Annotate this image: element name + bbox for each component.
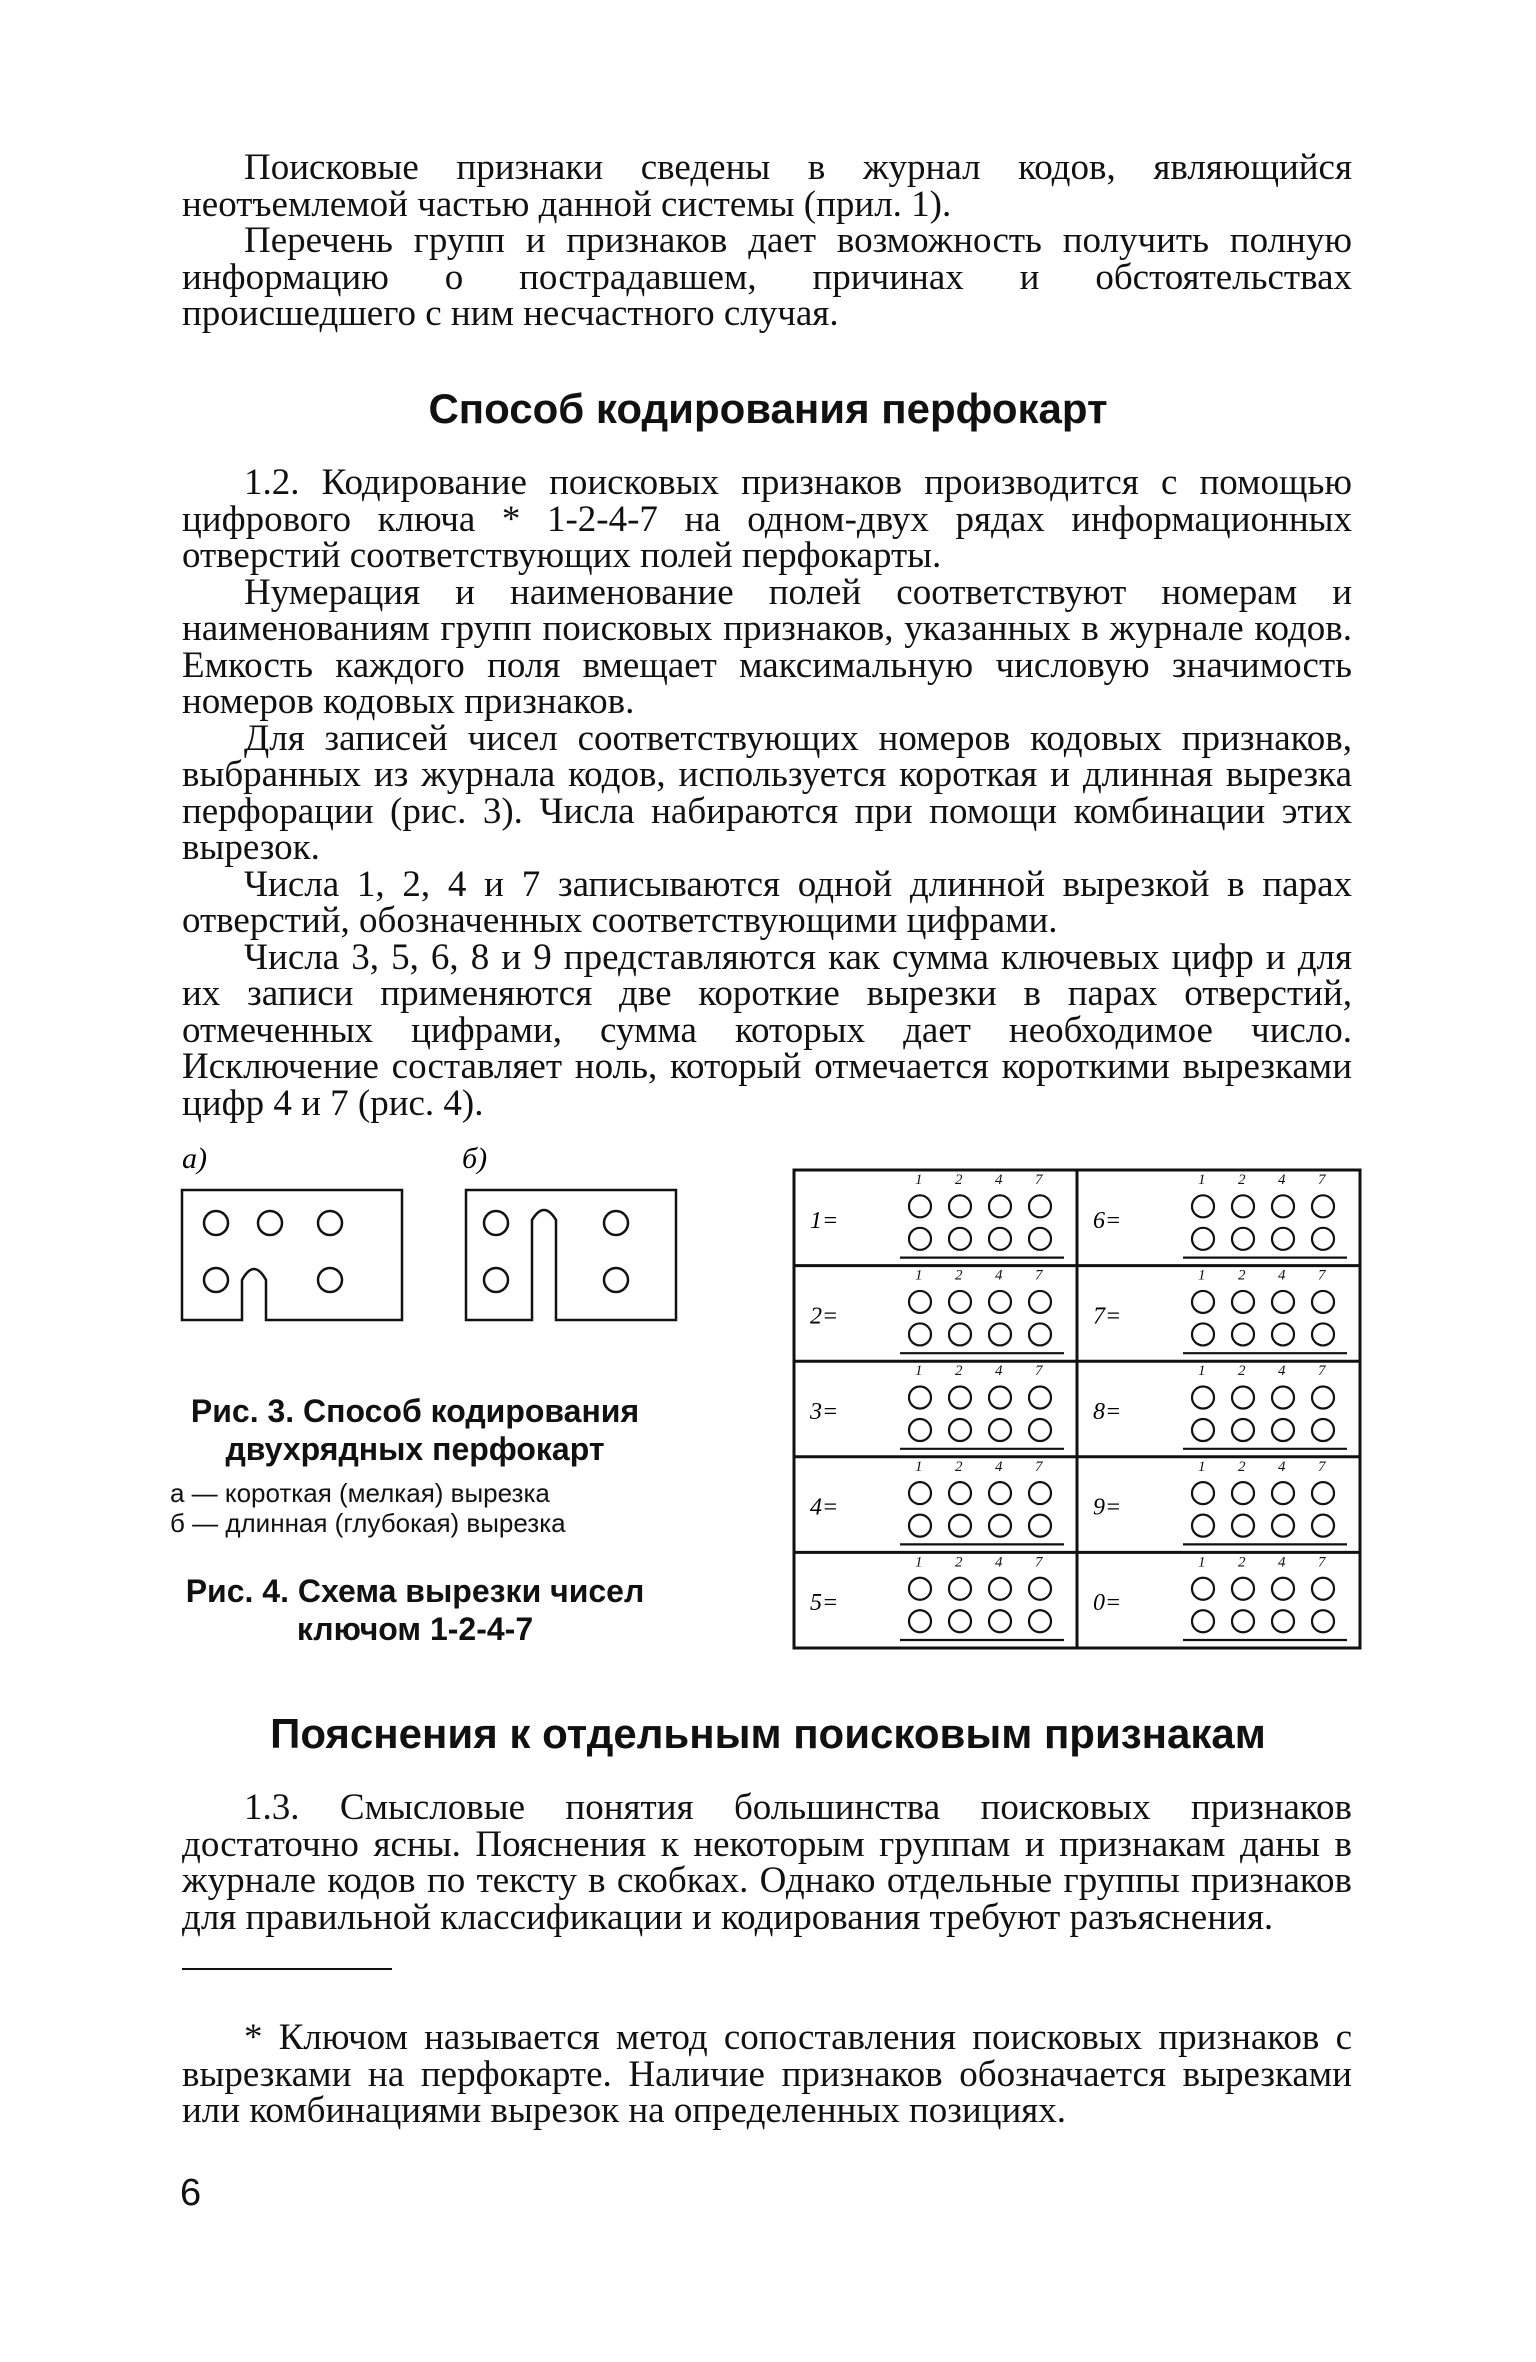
paragraph: Числа 3, 5, 6, 8 и 9 представляются как сумма ключевых цифр и для их записи применяются две короткие вырезки в парах отверстий, отмеченных цифрами, сумма которых дает необходимое число. Исключение составляет ноль, который отмечается короткими вырезками цифр 4 и 7 (рис. 4). <box>182 936 1352 1124</box>
key-digit: 4 <box>995 1267 1003 1284</box>
key-digit: 1 <box>1198 1363 1206 1380</box>
key-digit: 1 <box>915 1363 923 1380</box>
holes-right <box>1183 1172 1347 1258</box>
key-digit: 7 <box>1035 1554 1043 1571</box>
key-digit: 2 <box>955 1363 963 1380</box>
paragraph: Для записей чисел соответствующих номеров кодовых признаков, выбранных из журнала кодов, используется короткая и длинная вырезка перфорации (рис. 3). Числа набираются при помощи комбинации этих вырезок. <box>182 717 1352 868</box>
holes-left <box>900 1172 1064 1258</box>
key-digit: 7 <box>1035 1172 1043 1188</box>
fig3-label-b: б) <box>462 1142 488 1175</box>
key-digit: 1 <box>1198 1554 1206 1571</box>
key-digit: 7 <box>1035 1363 1043 1380</box>
key-digit: 4 <box>995 1554 1003 1571</box>
key-digit: 2 <box>955 1554 963 1571</box>
key-digit: 4 <box>1278 1267 1286 1284</box>
paragraph: 1.2. Кодирование поисковых признаков производится с помощью цифрового ключа * 1-2-4-7 на одном-двух рядах информационных отверстий соответствующих полей перфокарты. <box>182 462 1352 576</box>
key-digit: 2 <box>1238 1172 1246 1188</box>
key-digit: 7 <box>1318 1267 1326 1284</box>
key-digit: 1 <box>915 1267 923 1284</box>
cell-label-right: 0= <box>1093 1590 1122 1617</box>
holes-right <box>1183 1459 1347 1545</box>
cell-label-right: 7= <box>1093 1303 1122 1330</box>
key-digit: 1 <box>915 1172 923 1188</box>
section-text <box>182 462 1352 1124</box>
key-digit: 1 <box>915 1554 923 1571</box>
holes-right <box>1183 1554 1347 1640</box>
section2-text <box>182 1787 1352 1938</box>
section-heading-explanations: Пояснения к отдельным поисковым признакам <box>270 1710 1266 1757</box>
paragraph: Поисковые признаки сведены в журнал кодов, являющийся неотъемлемой частью данной системы (прил. 1). <box>182 147 1352 225</box>
key-digit: 4 <box>995 1363 1003 1380</box>
footnote <box>182 2017 1352 2131</box>
key-digit: 2 <box>1238 1554 1246 1571</box>
key-digit: 2 <box>1238 1267 1246 1284</box>
holes-right <box>1183 1363 1347 1449</box>
cell-label-left: 3= <box>810 1399 839 1425</box>
cell-label-right: 8= <box>1093 1399 1122 1425</box>
key-digit: 1 <box>1198 1267 1206 1284</box>
cell-label-left: 1= <box>810 1207 839 1234</box>
holes-left <box>900 1459 1064 1545</box>
figure-3-diagram <box>170 1140 690 1400</box>
key-digit: 4 <box>1278 1554 1286 1571</box>
paragraph: 1.3. Смысловые понятия большинства поисковых признаков достаточно ясны. Пояснения к некоторым группам и признакам даны в журнале кодов по тексту в скобках. Однако отдельные группы признаков для правильной классификации и кодирования требуют разъяснения. <box>182 1787 1352 1938</box>
key-digit: 7 <box>1318 1458 1326 1475</box>
figure-3-caption: Рис. 3. Способ кодирования двухрядных перфокарт <box>190 1393 640 1467</box>
paragraph: Числа 1, 2, 4 и 7 записываются одной длинной вырезкой в парах отверстий, обозначенных соответствующими цифрами. <box>182 863 1352 941</box>
cell-label-left: 4= <box>810 1494 839 1521</box>
key-digit: 1 <box>915 1458 923 1475</box>
holes-right <box>1183 1268 1347 1354</box>
key-digit: 7 <box>1318 1172 1326 1188</box>
footnote-text: * Ключом называется метод сопоставления поисковых признаков с вырезками на перфокарте. Наличие признаков обозначается вырезками или комбинациями вырезок на определенных позициях. <box>182 2017 1352 2131</box>
cell-label-left: 5= <box>810 1590 839 1617</box>
holes-left <box>900 1554 1064 1640</box>
key-digit: 4 <box>1278 1172 1286 1188</box>
figure-3-legend <box>170 1478 670 1538</box>
holes-left <box>900 1268 1064 1354</box>
key-digit: 4 <box>1278 1458 1286 1475</box>
figure-4-diagram <box>792 1168 1362 1650</box>
key-digit: 2 <box>1238 1363 1246 1380</box>
key-digit: 4 <box>1278 1363 1286 1380</box>
card-long-cut <box>466 1190 676 1320</box>
key-digit: 4 <box>995 1172 1003 1188</box>
legend-a: а — короткая (мелкая) вырезка <box>170 1478 550 1508</box>
key-digit: 1 <box>1198 1172 1206 1188</box>
key-digit: 4 <box>995 1458 1003 1475</box>
cell-label-right: 9= <box>1093 1494 1122 1521</box>
fig3-label-a: а) <box>182 1142 207 1175</box>
key-digit: 2 <box>955 1267 963 1284</box>
intro-text <box>182 147 1352 334</box>
legend-b: б — длинная (глубокая) вырезка <box>170 1508 566 1538</box>
key-digit: 1 <box>1198 1458 1206 1475</box>
holes-left <box>900 1363 1064 1449</box>
footnote-rule <box>182 1968 392 1970</box>
cell-label-right: 6= <box>1093 1207 1122 1234</box>
figure-4-caption: Рис. 4. Схема вырезки чисел ключом 1-2-4-7 <box>185 1573 645 1647</box>
key-digit: 7 <box>1035 1458 1043 1475</box>
key-digit: 7 <box>1318 1363 1326 1380</box>
cell-label-left: 2= <box>810 1303 839 1330</box>
section-heading-coding: Способ кодирования перфокарт <box>428 385 1108 432</box>
paragraph: Перечень групп и признаков дает возможность получить полную информацию о пострадавшем, причинах и обстоятельствах происшедшего с ним несчастного случая. <box>182 220 1352 334</box>
key-digit: 2 <box>955 1172 963 1188</box>
key-digit: 7 <box>1318 1554 1326 1571</box>
paragraph: Нумерация и наименование полей соответствуют номерам и наименованиям групп поисковых признаков, указанных в журнале кодов. Емкость каждого поля вмещает максимальную числовую значимость номеров кодовых признаков. <box>182 571 1352 722</box>
key-digit: 7 <box>1035 1267 1043 1284</box>
card-short-cut <box>182 1190 402 1320</box>
key-digit: 2 <box>955 1458 963 1475</box>
page-number: 6 <box>180 2172 202 2214</box>
key-digit: 2 <box>1238 1458 1246 1475</box>
